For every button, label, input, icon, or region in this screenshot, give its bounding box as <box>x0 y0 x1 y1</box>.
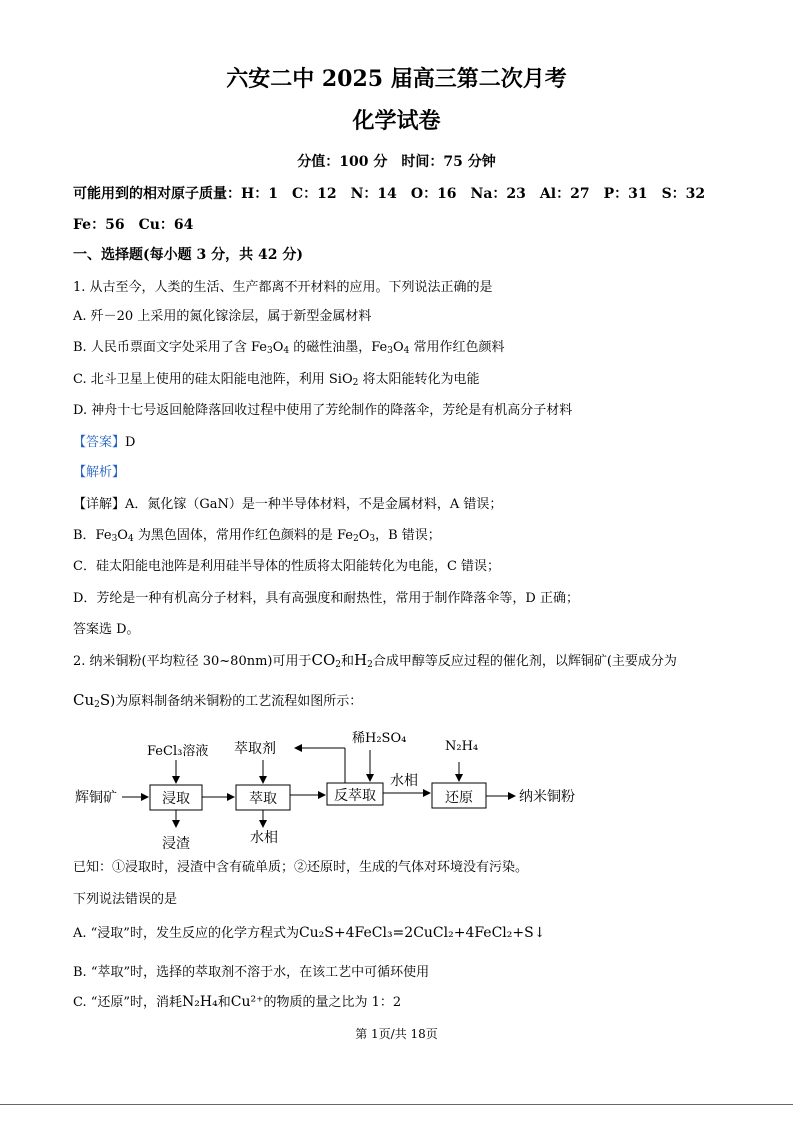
bottom-divider <box>0 1104 793 1105</box>
aqueous1-label: 水相 <box>250 830 278 846</box>
answer-value: D <box>125 435 136 450</box>
n2h4-label: N₂H₄ <box>445 739 479 754</box>
q1-option-d: D. 神舟十七号返回舱降落回收过程中使用了芳纶制作的降落伞，芳纶是有机高分子材料 <box>73 403 573 418</box>
q2-option-b: B. “萃取”时，选择的萃取剂不溶于水，在该工艺中可循环使用 <box>73 965 430 980</box>
h2so4-label: 稀H₂SO₄ <box>352 731 407 746</box>
extract-label: 萃取 <box>249 791 277 807</box>
reduce-label: 还原 <box>445 790 473 806</box>
q1-option-a: A. 歼－20 上采用的氮化镓涂层，属于新型金属材料 <box>73 309 372 324</box>
back-extract-label: 反萃取 <box>334 788 376 804</box>
leach-label: 浸取 <box>162 791 190 807</box>
extractant-label: 萃取剂 <box>234 741 276 757</box>
q2-stem-line1: 2. 纳米铜粉(平均粒径 30~80nm)可用于$CO_2$和$H_2$合成甲醇等反应过程的催化剂，以辉铜矿(主要成分为 <box>73 651 677 670</box>
raw-material-label: 辉铜矿 <box>75 790 117 806</box>
q1-detail-d: D．芳纶是一种有机高分子材料，具有高强度和耐热性，常用于制作降落伞等，D 正确； <box>73 591 579 606</box>
score-time: 分值：100 分 时间：75 分钟 <box>297 154 496 170</box>
q1-detail-a: 【详解】A．氮化镓（GaN）是一种半导体材料，不是金属材料，A 错误； <box>73 497 503 512</box>
process-flow-diagram <box>0 720 793 860</box>
q1-option-b: B. 人民币票面文字处采用了含 $Fe_3O_4$ 的磁性油墨，$Fe_3O_4$ 常用作红色颜料 <box>73 340 505 356</box>
q1-detail-c: C．硅太阳能电池阵是利用硅半导体的性质将太阳能转化为电能，C 错误； <box>73 559 501 574</box>
section-heading: 一、选择题(每小题 3 分，共 42 分) <box>73 247 303 263</box>
aqueous2-label: 水相 <box>390 773 418 789</box>
page-number: 第 1页/共 18页 <box>355 1027 438 1041</box>
q2-question: 下列说法错误的是 <box>73 892 178 907</box>
atomic-masses-line2: Fe：56 Cu：64 <box>73 217 194 233</box>
q1-conclusion: 答案选 D。 <box>73 622 140 637</box>
q1-answer <box>73 431 135 450</box>
q1-stem: 1. 从古至今，人类的生活、生产都离不开材料的应用。下列说法正确的是 <box>73 280 493 295</box>
q1-detail-b: B．$Fe_3O_4$ 为黑色固体，常用作红色颜料的是 $Fe_2O_3$，B 错误； <box>73 528 441 544</box>
q2-option-a: A. “浸取”时，发生反应的化学方程式为Cu₂S+4FeCl₃=2CuCl₂+4FeCl₂+S↓ <box>73 925 546 941</box>
q2-option-c: C. “还原”时，消耗N₂H₄和Cu²⁺的物质的量之比为 1：2 <box>73 994 402 1010</box>
q1-option-c: C. 北斗卫星上使用的硅太阳能电池阵，利用 SiO$_2$ 将太阳能转化为电能 <box>73 372 480 388</box>
exam-title: 六安二中 2025 届高三第二次月考 <box>226 66 567 92</box>
answer-tag: 【答案】 <box>73 435 126 450</box>
analysis-tag: 【解析】 <box>73 465 126 480</box>
product-label: 纳米铜粉 <box>519 789 575 805</box>
q2-stem-line2: $Cu_2S$)为原料制备纳米铜粉的工艺流程如图所示： <box>73 691 363 710</box>
atomic-masses-line1: 可能用到的相对原子质量：H：1 C：12 N：14 O：16 Na：23 Al：27 P：31 S：32 <box>73 186 706 202</box>
residue-label: 浸渣 <box>162 836 190 852</box>
fecl3-label: FeCl₃溶液 <box>147 744 209 759</box>
q2-known: 已知：①浸取时，浸渣中含有硫单质；②还原时，生成的气体对环境没有污染。 <box>73 860 529 875</box>
exam-subtitle: 化学试卷 <box>352 108 441 134</box>
